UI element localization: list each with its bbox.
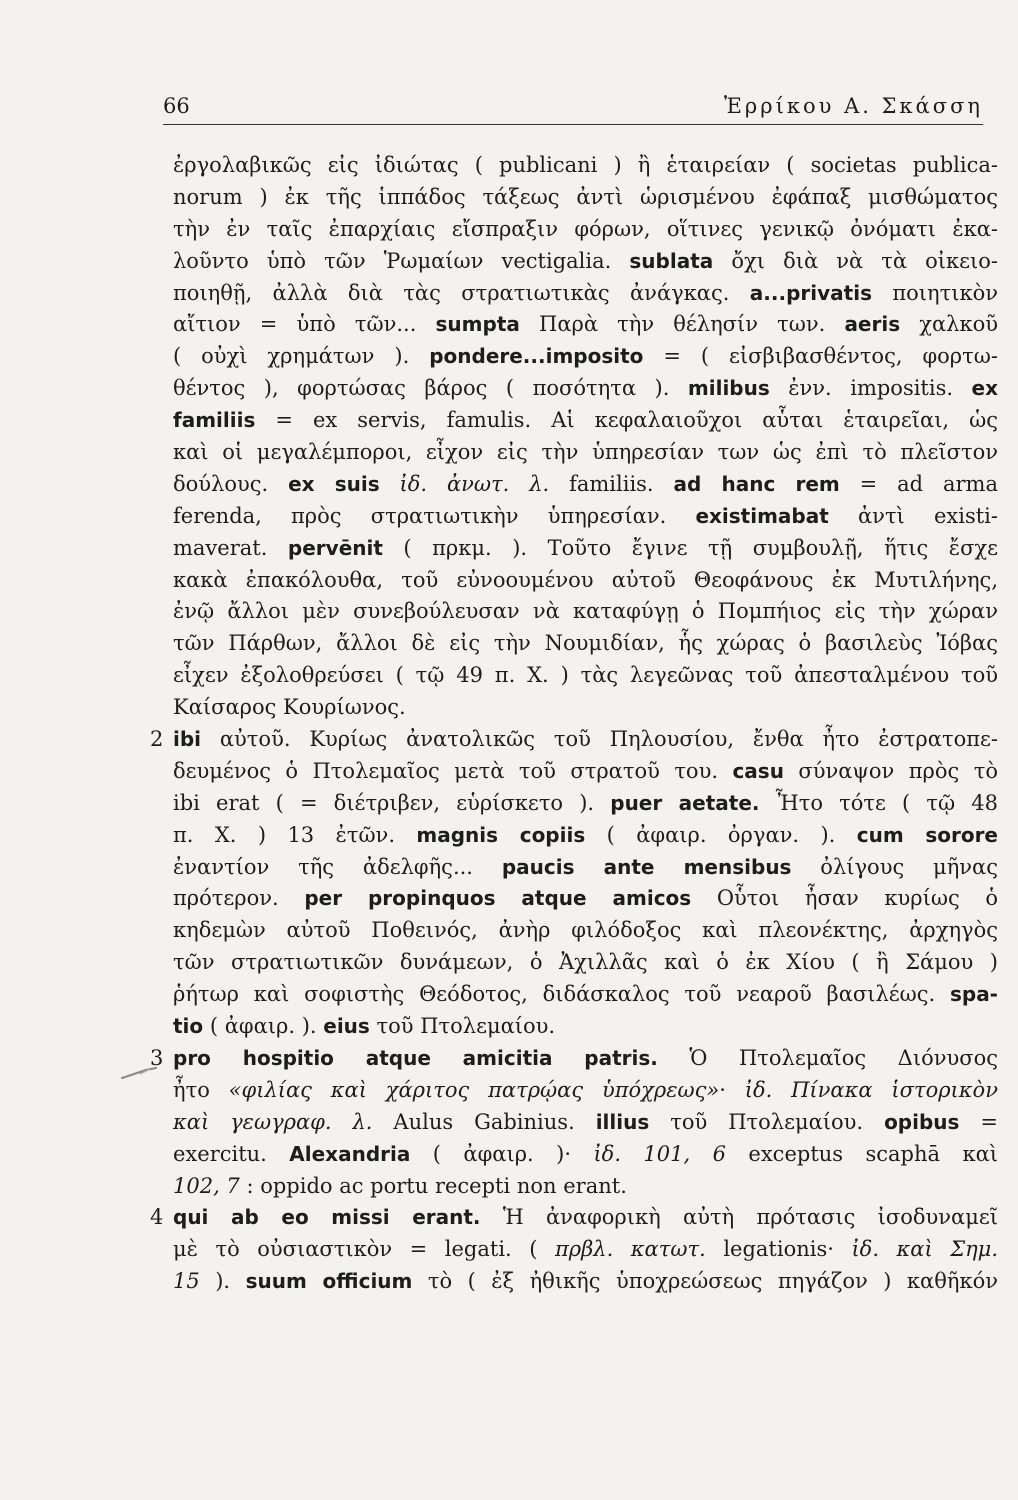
commentary-text: ἐνν. impositis. (769, 376, 972, 401)
latin-lemma: cum sorore (856, 822, 998, 847)
text-line (173, 1011, 998, 1043)
commentary-text: = ( εἰσβιβασθέντος, φορτω- (643, 344, 998, 369)
commentary-text: ἐναντίον τῆς ἀδελφῆς... (173, 854, 502, 879)
page-body (148, 150, 998, 1298)
commentary-text: Aulus Gabinius. (372, 1109, 596, 1134)
commentary-text: σύναψον πρὸς τὸ (783, 758, 998, 783)
commentary-text: ibi erat ( = διέτριβεν, εὑρίσκετο ). (173, 790, 611, 815)
text-line (173, 1107, 998, 1139)
text-line (173, 150, 998, 182)
latin-lemma: existimabat (695, 503, 829, 528)
latin-lemma: ex suis (288, 471, 380, 496)
commentary-text: legationis· (705, 1237, 852, 1262)
commentary-text: π. Χ. ) 13 ἐτῶν. (173, 822, 417, 847)
pencil-mark (120, 1066, 160, 1080)
latin-lemma: milibus (687, 376, 770, 401)
text-line (173, 660, 998, 692)
latin-lemma: magnis copiis (416, 822, 586, 847)
text-line (173, 373, 998, 405)
commentary-text: ἐργολαβικῶς εἰς ἰδιώτας ( publicani ) ἢ ἑταιρείαν ( societas publica- (173, 153, 998, 177)
commentary-text: ( πρκμ. ). Τοῦτο ἔγινε τῇ συμβουλῇ, ἥτις ἔσχε (382, 535, 998, 560)
commentary-text: κηδεμὼν αὐτοῦ Ποθεινός, ἀνὴρ φιλόδοξος καὶ πλεονέκτης, ἀρχηγὸς (173, 918, 998, 943)
latin-lemma: sublata (629, 248, 714, 273)
text-line (173, 724, 998, 756)
commentary-text: ( ἀφαιρ. ὀργαν. ). (585, 822, 857, 847)
text-line (173, 883, 998, 915)
commentary-text: τοῦ Πτολεμαίου. (649, 1109, 885, 1134)
commentary-text: ἐνῷ ἄλλοι μὲν συνεβούλευσαν νὰ καταφύγῃ ὁ Πομπήιος εἰς τὴν χώραν (173, 599, 998, 624)
text-line (173, 1171, 998, 1203)
commentary-text: τῶν στρατιωτικῶν δυνάμεων, ὁ Ἀχιλλᾶς καὶ ὁ ἐκ Χίου ( ἢ Σάμου ) (173, 950, 998, 975)
latin-lemma: ibi (173, 727, 202, 752)
commentary-text: ῥήτωρ καὶ σοφιστὴς Θεόδοτος, διδάσκαλος τοῦ νεαροῦ βασιλέως. (173, 982, 950, 1007)
italic-reference: ἰδ. 101, 6 (593, 1141, 726, 1166)
text-line (173, 852, 998, 884)
italic-reference: καὶ γεωγραφ. λ. (173, 1109, 373, 1134)
commentary-text: ( ἀφαιρ. )· (410, 1141, 594, 1166)
commentary-text: Παρὰ τὴν θέλησίν των. (519, 312, 845, 337)
latin-lemma: pervēnit (287, 535, 383, 560)
commentary-text: · (719, 1077, 745, 1102)
commentary-text: norum ) ἐκ τῆς ἱππάδος τάξεως ἀντὶ ὡρισμένου ἐφάπαξ μισθώματος (173, 184, 998, 209)
commentary-text: θέντος ), φορτώσας βάρος ( ποσότητα ). (173, 376, 688, 401)
text-line (173, 596, 998, 628)
commentary-text: ( οὐχὶ χρημάτων ). (173, 344, 430, 369)
commentary-text: καὶ οἱ μεγαλέμποροι, εἶχον εἰς τὴν ὑπηρεσίαν των ὡς ἐπὶ τὸ πλεῖστον (173, 440, 998, 465)
commentary-text: familiis. (549, 471, 674, 496)
text-line (173, 628, 998, 660)
text-line (173, 533, 998, 565)
text-line (173, 469, 998, 501)
commentary-text: πρότερον. (173, 886, 305, 911)
latin-lemma: Alexandria (289, 1141, 411, 1166)
text-line (173, 501, 998, 533)
commentary-text: Ἡ ἀναφορικὴ αὐτὴ πρότασις ἰσοδυναμεῖ (480, 1205, 998, 1230)
commentary-text: μὲ τὸ οὐσιαστικὸν = legati. ( (173, 1237, 555, 1262)
text-line (173, 341, 998, 373)
latin-lemma: pro hospitio atque amicitia patris. (173, 1045, 658, 1070)
latin-lemma: ex (971, 376, 998, 401)
text-line (173, 214, 998, 246)
text-line (173, 1075, 998, 1107)
text-line (173, 979, 998, 1011)
latin-lemma: illius (595, 1109, 650, 1134)
text-line (173, 1234, 998, 1266)
text-line (173, 1043, 998, 1075)
latin-lemma: casu (732, 758, 784, 783)
commentary-text: Καίσαρος Κουρίωνος. (173, 695, 406, 720)
text-line (173, 1266, 998, 1298)
commentary-text: τὴν ἐν ταῖς ἐπαρχίαις εἴσπραξιν φόρων, οἵτινες γενικῷ ὀνόματι ἐκα- (173, 216, 998, 241)
italic-reference: 102, 7 (173, 1173, 240, 1198)
latin-lemma: a...privatis (749, 280, 872, 305)
commentary-text: χαλκοῦ (900, 312, 998, 337)
text-line (173, 1202, 998, 1234)
italic-reference: ἰδ. καὶ Σημ. (851, 1237, 998, 1262)
commentary-text: ὀλίγους μῆνας (791, 854, 998, 879)
commentary-text: ( ἀφαιρ. ). (203, 1014, 324, 1039)
commentary-text: κακὰ ἐπακόλουθα, τοῦ εὐνοουμένου αὐτοῦ Θεοφάνους ἐκ Μυτιλήνης, (173, 567, 998, 592)
italic-reference: πρβλ. κατωτ. (554, 1237, 706, 1262)
latin-lemma: qui ab eo missi erant. (173, 1205, 481, 1230)
commentary-text: Οὗτοι ἦσαν κυρίως ὁ (691, 886, 998, 911)
latin-lemma: per propinquos atque amicos (304, 886, 692, 911)
commentary-text: λοῦντο ὑπὸ τῶν Ῥωμαίων vectigalia. (173, 248, 630, 273)
commentary-text: αἴτιον = ὑπὸ τῶν... (173, 312, 436, 337)
text-line (173, 692, 998, 724)
commentary-text: Ὁ Πτολεμαῖος Διόνυσος (657, 1045, 998, 1070)
commentary-text: : oppido ac portu recepti non erant. (239, 1173, 627, 1198)
commentary-text: = ad arma (839, 471, 998, 496)
commentary-text (380, 472, 400, 496)
header-rule (163, 124, 983, 125)
entry-number: 4 (150, 1205, 164, 1230)
commentary-text: maverat. (173, 535, 288, 560)
commentary-text: ἀντὶ existi- (828, 503, 998, 528)
latin-lemma: eius (323, 1014, 370, 1039)
latin-lemma: spa- (949, 982, 998, 1007)
commentary-text: ποιηθῇ, ἀλλὰ διὰ τὰς στρατιωτικὰς ἀνάγκας. (173, 280, 750, 305)
latin-lemma: paucis ante mensibus (501, 854, 792, 879)
italic-reference: «φιλίας καὶ χάριτος πατρῴας ὑπόχρεως» (228, 1077, 720, 1102)
text-line (173, 756, 998, 788)
commentary-text: δούλους. (173, 471, 289, 496)
latin-lemma: opibus (884, 1109, 960, 1134)
latin-lemma: ad hanc rem (673, 471, 840, 496)
commentary-text: ferenda, πρὸς στρατιωτικὴν ὑπηρεσίαν. (173, 503, 696, 528)
latin-lemma: puer aetate. (610, 790, 760, 815)
entry-number: 3 (150, 1045, 164, 1070)
commentary-text: exceptus scaphā καὶ (725, 1141, 998, 1166)
commentary-text: = ex servis, famulis. Αἱ κεφαλαιοῦχοι αὗται ἑταιρεῖαι, ὡς (255, 408, 998, 433)
commentary-entry (148, 150, 998, 724)
commentary-text: δευμένος ὁ Πτολεμαῖος μετὰ τοῦ στρατοῦ του. (173, 758, 733, 783)
text-line (173, 820, 998, 852)
italic-reference: 15 (173, 1269, 200, 1294)
text-line (173, 915, 998, 947)
running-head: Ἐρρίκου Α. Σκάσση (724, 94, 983, 118)
page-number: 66 (163, 94, 190, 118)
page-header (163, 88, 983, 124)
text-line (173, 278, 998, 310)
italic-reference: ἰδ. Πίνακα ἱστορικὸν (744, 1077, 998, 1102)
commentary-entry (148, 724, 998, 1043)
text-line (173, 1139, 998, 1171)
text-line (173, 565, 998, 597)
commentary-text: αὐτοῦ. Κυρίως ἀνατολικῶς τοῦ Πηλουσίου, ἔνθα ἦτο ἐστρατοπε- (201, 727, 998, 752)
latin-lemma: tio (173, 1014, 204, 1039)
text-line (173, 788, 998, 820)
text-line (173, 309, 998, 341)
commentary-text: εἶχεν ἐξολοθρεύσει ( τῷ 49 π. Χ. ) τὰς λεγεῶνας τοῦ ἀπεσταλμένου τοῦ (173, 663, 998, 688)
commentary-text: ποιητικὸν (871, 280, 998, 305)
commentary-entry (148, 1043, 998, 1202)
commentary-text: exercitu. (173, 1141, 290, 1166)
commentary-text: ὄχι διὰ νὰ τὰ οἰκειο- (713, 248, 998, 273)
commentary-text: τῶν Πάρθων, ἄλλοι δὲ εἰς τὴν Νουμιδίαν, ἧς χώρας ὁ βασιλεὺς Ἰόβας (173, 631, 998, 656)
italic-reference: ἰδ. ἀνωτ. λ. (399, 471, 550, 496)
commentary-text: ἦτο (173, 1077, 229, 1102)
text-line (173, 437, 998, 469)
latin-lemma: familiis (173, 408, 256, 433)
commentary-text: Ἦτο τότε ( τῷ 48 (759, 790, 998, 815)
commentary-text: ). (199, 1269, 246, 1294)
latin-lemma: suum officium (245, 1269, 413, 1294)
commentary-text: = (959, 1109, 998, 1134)
entry-number: 2 (150, 727, 164, 752)
commentary-text: τοῦ Πτολεμαίου. (369, 1014, 556, 1039)
text-line (173, 947, 998, 979)
latin-lemma: pondere...imposito (429, 344, 644, 369)
commentary-text: τὸ ( ἐξ ἠθικῆς ὑποχρεώσεως πηγάζον ) καθῆκόν (412, 1269, 998, 1294)
text-line (173, 246, 998, 278)
latin-lemma: aeris (844, 312, 901, 337)
commentary-entry (148, 1202, 998, 1298)
text-line (173, 405, 998, 437)
text-line (173, 182, 998, 214)
latin-lemma: sumpta (435, 312, 520, 337)
